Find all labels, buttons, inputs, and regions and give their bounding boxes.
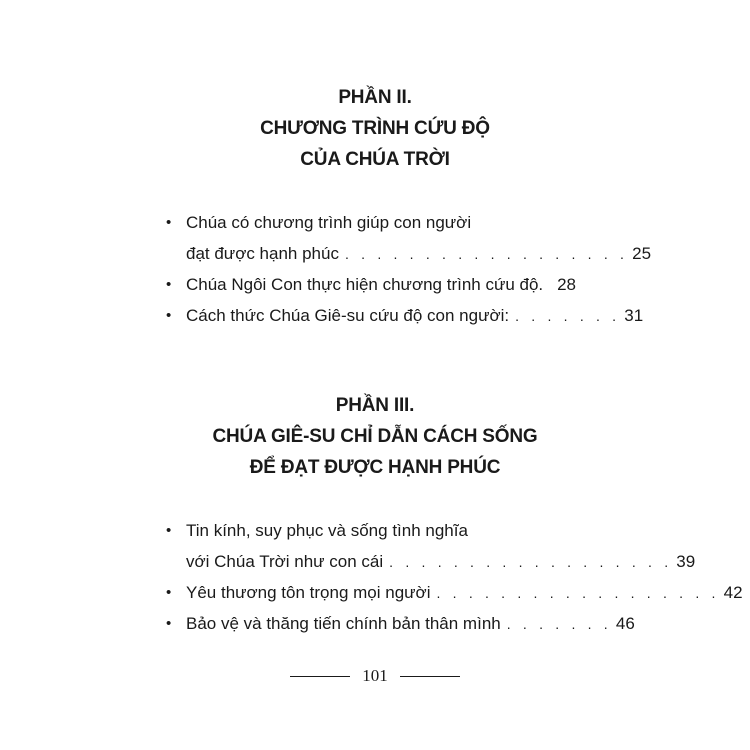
bullet-icon: • [166, 214, 172, 231]
footer-rule-left [290, 676, 350, 677]
toc-entry[interactable] [166, 608, 635, 639]
toc-entry-title: Tin kính, suy phục và sống tình nghĩa [186, 521, 468, 540]
part-3-label: PHẦN III. [335, 395, 415, 416]
part-2-label: PHẦN II. [338, 87, 412, 108]
toc-page-number: 46 [615, 614, 635, 633]
part-2-heading [0, 82, 750, 175]
toc-page-number: 42 [723, 583, 743, 602]
toc-entry-title: Cách thức Chúa Giê-su cứu độ con người: [186, 306, 510, 325]
toc-entry-title: Chúa Ngôi Con thực hiện chương trình cứu độ. [186, 275, 544, 294]
toc-entry-title: Bảo vệ và thăng tiến chính bản thân mình [186, 614, 501, 633]
toc-page-number: 25 [632, 244, 652, 263]
dot-leader: . . . . . . . . . . . . . . . . . . [436, 585, 720, 601]
part-3-title-line-2: ĐỂ ĐẠT ĐƯỢC HẠNH PHÚC [249, 457, 501, 478]
part-3-heading [0, 390, 750, 483]
part-2-title-line-2: CỦA CHÚA TRỜI [300, 149, 450, 170]
toc-page-number: 39 [676, 552, 696, 571]
dot-leader: . . . . . . . [506, 616, 612, 632]
toc-entry-title: Yêu thương tôn trọng mọi người [186, 583, 431, 602]
page-footer [0, 664, 750, 688]
part-3-title-line-1: CHÚA GIÊ-SU CHỈ DẪN CÁCH SỐNG [212, 426, 538, 447]
toc-entry[interactable] [166, 577, 743, 608]
toc-entry-title: Chúa có chương trình giúp con người [186, 213, 472, 232]
bullet-icon: • [166, 522, 172, 539]
bullet-icon: • [166, 584, 172, 601]
part-2-title-line-1: CHƯƠNG TRÌNH CỨU ĐỘ [260, 118, 490, 139]
toc-page-number: 31 [624, 306, 644, 325]
dot-leader: . . . . . . . . . . . . . . . . . . [389, 554, 673, 570]
toc-entry[interactable] [166, 269, 586, 300]
toc-entry[interactable] [166, 207, 652, 269]
toc-entry[interactable] [166, 515, 696, 577]
bullet-icon: • [166, 615, 172, 632]
toc-entry[interactable] [166, 300, 644, 331]
toc-entry-title-continued: đạt được hạnh phúc [186, 244, 339, 263]
bullet-icon: • [166, 307, 172, 324]
dot-leader: . . . . . . . . . . . . . . . . . . [344, 246, 629, 262]
part-2-toc-list [166, 207, 652, 331]
dot-leader: . . . . . . . [515, 308, 621, 324]
bullet-icon: • [166, 276, 172, 293]
footer-rule-right [400, 676, 460, 677]
part-3-toc-list [166, 515, 743, 639]
page-number: 101 [362, 666, 388, 685]
toc-entry-title-continued: với Chúa Trời như con cái [186, 552, 384, 571]
toc-page-number: 28 [557, 275, 576, 294]
